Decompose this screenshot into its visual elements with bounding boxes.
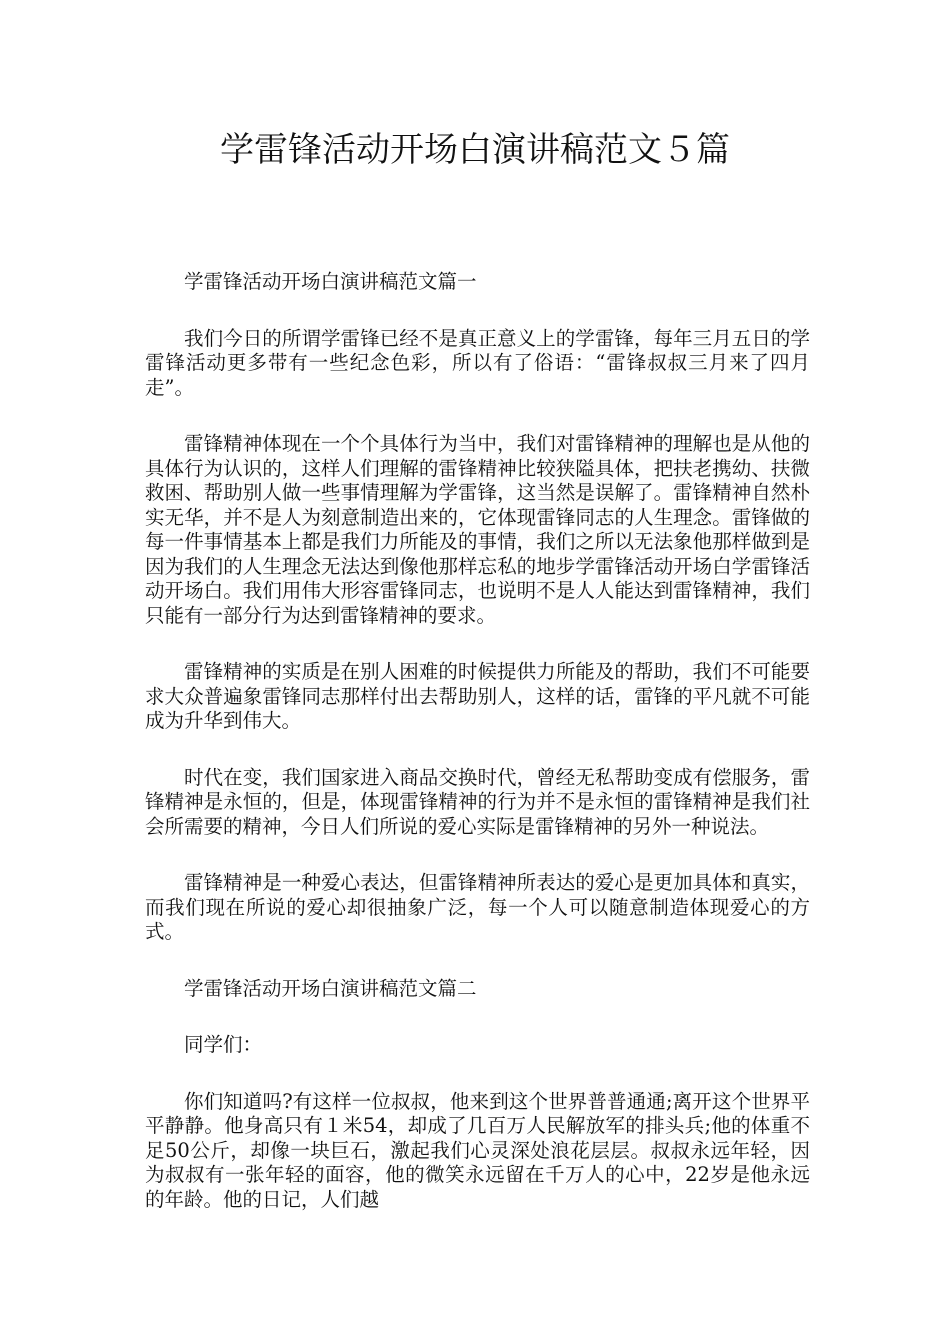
- paragraph-3: 雷锋精神的实质是在别人困难的时候提供力所能及的帮助，我们不可能要求大众普遍象雷锋同志那样付出去帮助别人，这样的话，雷锋的平凡就不可能成为升华到伟大。: [145, 660, 810, 732]
- paragraph-4: 时代在变，我们国家进入商品交换时代，曾经无私帮助变成有偿服务，雷锋精神是永恒的，但是，体现雷锋精神的行为并不是永恒的雷锋精神是我们社会所需要的精神，今日人们所说的爱心实际是雷锋精神的另外一种说法。: [145, 765, 810, 838]
- paragraph-1: 我们今日的所谓学雷锋已经不是真正意义上的学雷锋，每年三月五日的学雷锋活动更多带有一些纪念色彩，所以有了俗语：“雷锋叔叔三月来了四月走”。: [145, 326, 810, 399]
- paragraph-6: 你们知道吗?有这样一位叔叔，他来到这个世界普普通通;离开这个世界平平静静。他身高只有１米54，却成了几百万人民解放军的排头兵;他的体重不足50公斤，却像一块巨石，激起我们心灵深处浪花层层。叔叔永远年轻，因为叔叔有一张年轻的面容，他的微笑永远留在千万人的心中，22岁是他永远的年龄。他的日记，人们越: [145, 1089, 810, 1211]
- paragraph-2: 雷锋精神体现在一个个具体行为当中，我们对雷锋精神的理解也是从他的具体行为认识的，这样人们理解的雷锋精神比较狭隘具体，把扶老携幼、扶微救困、帮助别人做一些事情理解为学雷锋，这当然是误解了。雷锋精神自然朴实无华，并不是人为刻意制造出来的，它体现雷锋同志的人生理念。雷锋做的每一件事情基本上都是我们力所能及的事情，我们之所以无法象他那样做到是因为我们的人生理念无法达到像他那样忘私的地步学雷锋活动开场白学雷锋活动开场白。我们用伟大形容雷锋同志，也说明不是人人能达到雷锋精神，我们只能有一部分行为达到雷锋精神的要求。: [145, 432, 810, 627]
- greeting-line: 同学们：: [184, 1033, 263, 1056]
- paragraph-5: 雷锋精神是一种爱心表达，但雷锋精神所表达的爱心是更加具体和真实，而我们现在所说的爱心却很抽象广泛，每一个人可以随意制造体现爱心的方式。: [145, 871, 810, 943]
- section-heading-1: 学雷锋活动开场白演讲稿范文篇一: [184, 270, 477, 293]
- document-title: 学雷锋活动开场白演讲稿范文５篇: [220, 130, 730, 170]
- document-body: [145, 270, 810, 1244]
- section-heading-2: 学雷锋活动开场白演讲稿范文篇二: [184, 976, 477, 1000]
